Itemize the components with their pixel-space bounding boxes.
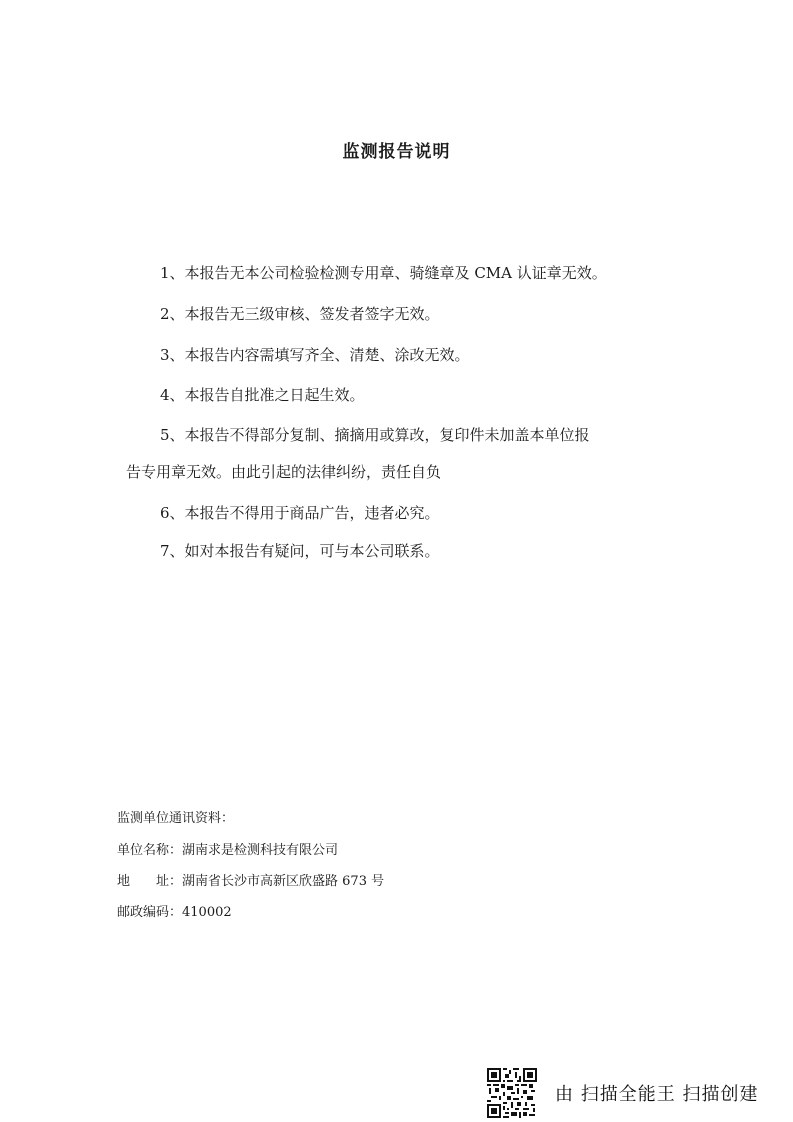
contact-name-label: 单位名称：	[117, 843, 183, 858]
scanner-watermark-text: 由 扫描全能王 扫描创建	[555, 1084, 759, 1105]
contact-name-value: 湖南求是检测科技有限公司	[182, 843, 339, 858]
clause-6	[126, 503, 440, 523]
page-title: 监测报告说明	[342, 142, 451, 162]
clause-5-continuation: 告专用章无效。由此引起的法律纠纷，责任自负	[126, 463, 442, 481]
contact-name-row	[117, 842, 338, 860]
clause-7-text: 7、如对本报告有疑问，可与本公司联系。	[160, 542, 440, 560]
contact-address-row	[117, 873, 384, 891]
contact-heading: 监测单位通讯资料：	[117, 811, 235, 826]
clause-5	[126, 425, 590, 445]
clause-1-text: 1、本报告无本公司检验检测专用章、骑缝章及 CMA 认证章无效。	[160, 264, 607, 282]
contact-address-label: 地 址：	[117, 874, 183, 889]
clause-7	[126, 541, 440, 561]
contact-address-value: 湖南省长沙市高新区欣盛路 673 号	[182, 874, 385, 889]
clause-3	[126, 345, 470, 365]
clause-1	[126, 263, 607, 283]
clause-2	[126, 304, 440, 324]
scanner-watermark	[487, 1068, 758, 1118]
clause-2-text: 2、本报告无三级审核、签发者签字无效。	[160, 305, 440, 323]
contact-postcode-label: 邮政编码：	[117, 905, 183, 920]
qr-code-icon	[487, 1068, 537, 1118]
clause-6-text: 6、本报告不得用于商品广告，违者必究。	[160, 504, 440, 522]
clause-5-text: 5、本报告不得部分复制、摘摘用或算改，复印件未加盖本单位报	[160, 426, 590, 444]
clause-3-text: 3、本报告内容需填写齐全、清楚、涂改无效。	[160, 346, 470, 364]
clause-4-text: 4、本报告自批准之日起生效。	[160, 386, 365, 404]
contact-postcode-row	[117, 904, 232, 922]
clause-4	[126, 385, 365, 405]
contact-postcode-value: 410002	[182, 905, 232, 920]
